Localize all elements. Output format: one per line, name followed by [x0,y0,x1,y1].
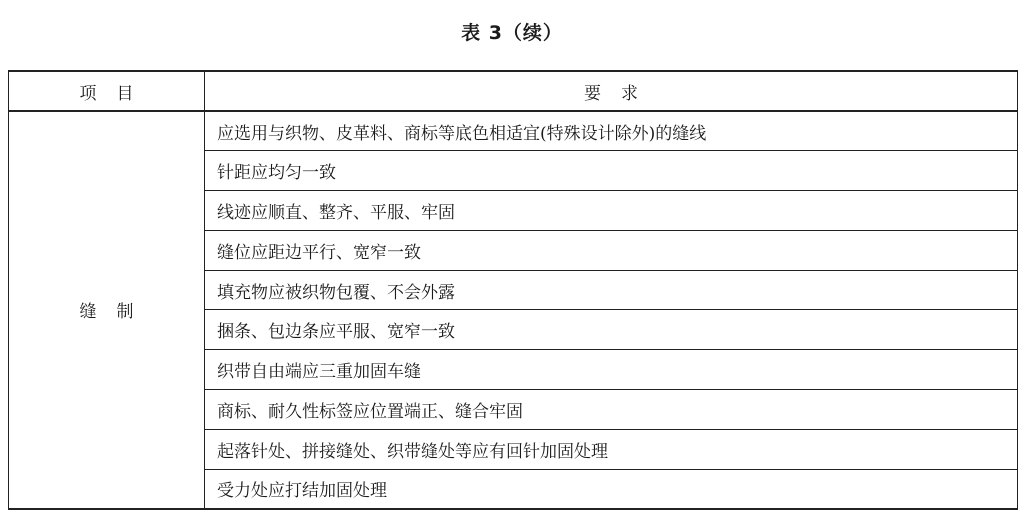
requirement-cell: 缝位应距边平行、宽窄一致 [205,230,1018,270]
requirement-cell: 商标、耐久性标签应位置端正、缝合牢固 [205,390,1018,430]
header-requirement: 要求 [205,71,1018,111]
requirement-cell: 起落针处、拼接缝处、织带缝处等应有回针加固处理 [205,429,1018,469]
table-header-row [9,71,1018,111]
requirement-cell: 针距应均匀一致 [205,151,1018,191]
table-title: 表 3（续） [461,22,563,44]
requirements-table [8,70,1018,510]
requirement-cell: 线迹应顺直、整齐、平服、牢固 [205,191,1018,231]
requirement-cell: 受力处应打结加固处理 [205,469,1018,509]
requirement-cell: 织带自由端应三重加固车缝 [205,350,1018,390]
header-item: 项目 [9,71,205,111]
requirement-cell: 填充物应被织物包覆、不会外露 [205,270,1018,310]
requirement-cell: 应选用与织物、皮革料、商标等底色相适宜(特殊设计除外)的缝线 [205,111,1018,151]
category-cell: 缝制 [9,111,205,509]
table-row [9,111,1018,151]
requirement-cell: 捆条、包边条应平服、宽窄一致 [205,310,1018,350]
